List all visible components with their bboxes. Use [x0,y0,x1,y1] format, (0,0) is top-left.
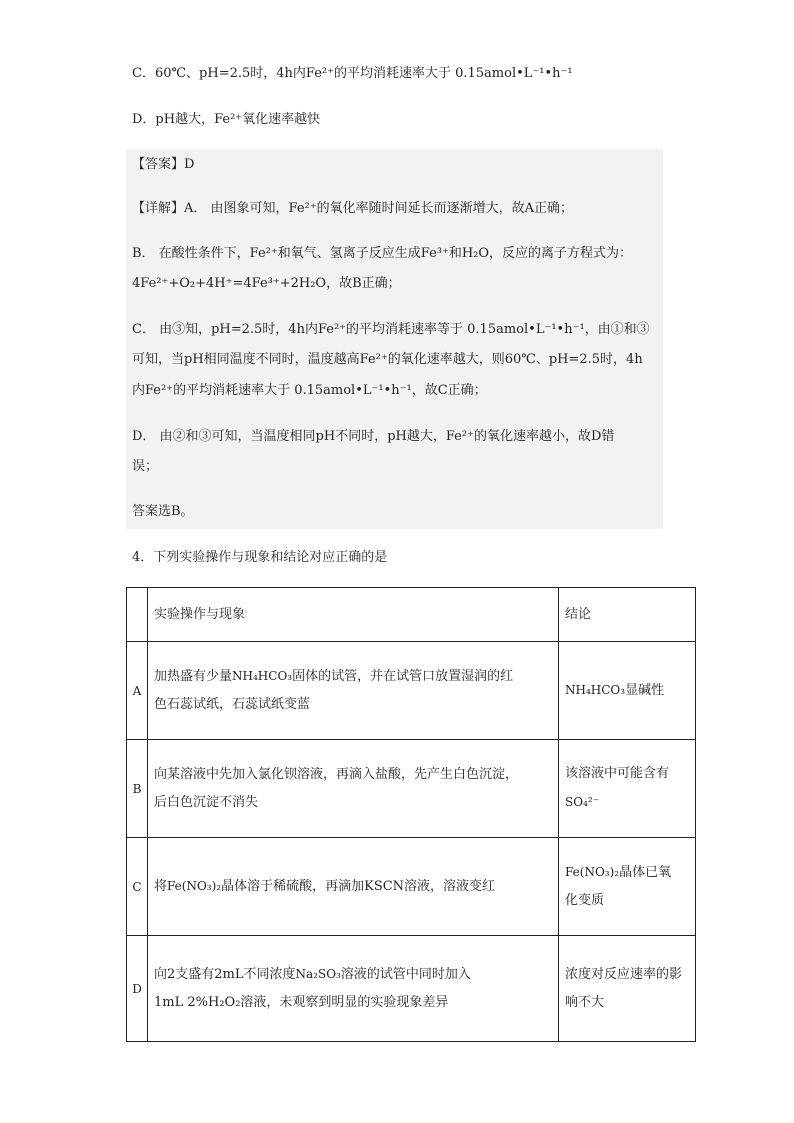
explanation-b-2: 4Fe²⁺+O₂+4H⁺=4Fe³⁺+2H₂O，故B正确； [132,276,401,291]
chemical-formula: Fe(NO₃)₂ [565,865,620,879]
explanation-d-1: D． 由②和③可知，当温度相同pH不同时，pH越大，Fe²⁺的氧化速率越小，故D错 [132,429,615,444]
operation-text: 溶液的试管中同时加入 [340,967,471,982]
explanation-a: 【详解】A． 由图象可知，Fe²⁺的氧化率随时间延长而逐渐增大，故A正确； [132,201,573,216]
chemical-formula: Na₂SO₃ [295,967,341,981]
conclusion-text: 浓度对反应速率的影 [565,966,683,982]
explanation-c-2: 可知，当pH相同温度不同时，温度越高Fe²⁺的氧化速率越大，则60℃、pH=2.5时，4h [132,352,643,367]
final-answer: 答案选B。 [132,504,194,519]
operation-text: 向某溶液中先加入氯化钡溶液，再滴入盐酸，先产生白色沉淀， [154,766,519,782]
conclusion-cell [559,838,696,936]
conclusion-text: 该溶液中可能含有 [565,766,670,781]
conclusion-cell [559,936,696,1042]
header-cell-label [127,588,148,642]
question-title: 4．下列实验操作与现象和结论对应正确的是 [132,550,388,565]
operation-text: 加热盛有少量 [154,669,233,684]
conclusion-cell [559,642,696,740]
conclusion-text: 响不大 [565,994,605,1010]
operation-text: 后白色沉淀不消失 [154,794,259,810]
operation-text: 固体的试管，并在试管口放置湿润的红 [292,669,514,684]
option-c-line: C．60℃、pH=2.5时，4h内Fe²⁺的平均消耗速率大于 0.15amol•L⁻¹•h⁻¹ [132,66,573,81]
row-label: D [127,936,148,1042]
chemical-formula: NH₄HCO₃ [565,683,626,697]
conclusion-text: 化变质 [565,893,605,908]
operation-text: 向2支盛有2mL不同浓度 [154,967,296,982]
answer-explanation-box [126,149,663,529]
explanation-c-1: C． 由③知，pH=2.5时，4h内Fe²⁺的平均消耗速率等于 0.15amol•L⁻¹•h⁻¹，由①和③ [132,322,650,337]
table-row [127,642,696,740]
header-cell-operation: 实验操作与现象 [148,588,559,642]
options-table [126,587,696,1042]
chemical-formula: NH₄HCO₃ [232,669,293,683]
table-header-row [127,588,696,642]
option-d-line: D．pH越大，Fe²⁺氧化速率越快 [132,112,321,127]
conclusion-text: 显碱性 [625,683,665,698]
operation-text: 将 [154,879,168,894]
operation-cell [148,642,559,740]
operation-text: 1mL 2%H₂O₂溶液，未观察到明显的实验现象差异 [154,995,449,1010]
conclusion-text: 晶体已氧 [619,865,672,880]
chemical-formula: SO₄²⁻ [565,795,600,809]
operation-text: 晶体溶于稀硫酸，再滴加KSCN溶液，溶液变红 [221,879,496,894]
row-label: A [127,642,148,740]
operation-cell [148,740,559,838]
operation-text: 色石蕊试纸，石蕊试纸变蓝 [154,697,311,712]
explanation-d-2: 误； [132,459,159,474]
row-label: B [127,740,148,838]
conclusion-cell [559,740,696,838]
operation-cell [148,838,559,936]
explanation-b-1: B． 在酸性条件下，Fe²⁺和氧气、氢离子反应生成Fe³⁺和H₂O，反应的离子方程式为： [132,246,633,261]
header-cell-conclusion: 结论 [559,588,696,642]
row-label: C [127,838,148,936]
explanation-c-3: 内Fe²⁺的平均消耗速率大于 0.15amol•L⁻¹•h⁻¹，故C正确； [132,383,487,398]
chemical-formula: Fe(NO₃)₂ [167,879,222,893]
answer-line: 【答案】D [132,157,195,172]
table-row [127,936,696,1042]
table-row [127,838,696,936]
table-row [127,740,696,838]
operation-cell [148,936,559,1042]
